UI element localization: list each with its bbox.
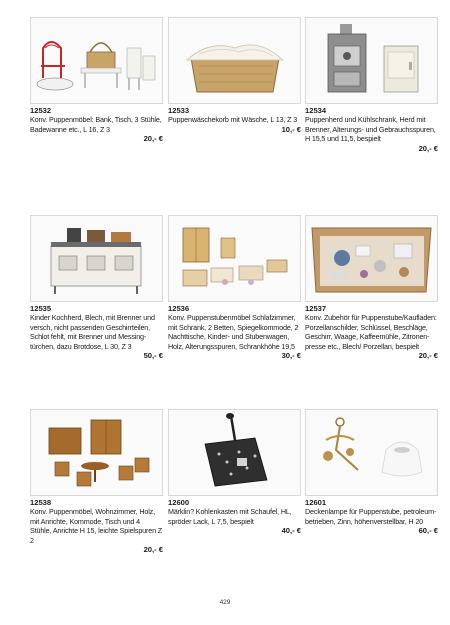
- lot-photo-laundry-basket: [168, 17, 301, 104]
- lot-number: 12601: [305, 498, 327, 507]
- lot-description: Konv. Puppenmöbel: Bank, Tisch, 3 Stühle, Badewanne etc., L 16, Z 3: [30, 115, 162, 134]
- lot-description: Konv. Puppenmöbel, Wohnzimmer, Holz, mit Anrichte, Kommode, Tisch und 4 Stühle, Anrichte H 15, leichte Spielspuren Z 2: [30, 507, 163, 545]
- lot-number: 12600: [168, 498, 190, 507]
- lot-number: 12533: [168, 106, 190, 115]
- lot-description: Konv. Zubehör für Puppenstube/Kaufladen: Porzellanschilder, Schlüssel, Beschläge, Geschirr, Waage, Kaffeemühle, Zitronen-presse etc., Blech/ Porzellan, bespielt: [305, 313, 437, 351]
- lot-photo-kitchen-stove: [30, 215, 163, 302]
- page-number: 429: [219, 599, 231, 606]
- lot-description: Märklin? Kohlenkasten mit Schaufel, HL, spröder Lack, L 7,5, bespielt: [168, 507, 292, 526]
- lot-photo-ceiling-lamp: [305, 409, 438, 496]
- lot-number: 12532: [30, 106, 52, 115]
- lot-price: 20,- €: [143, 134, 163, 144]
- lot-photo-bedroom-furniture: [168, 215, 301, 302]
- lot-photo-doll-furniture: [30, 17, 163, 104]
- lot-price: 10,- €: [281, 124, 301, 134]
- lot-description: Puppenherd und Kühlschrank, Herd mit Brenner, Alterungs- und Gebrauchsspuren, H 15,5 und 11,5, bespielt: [305, 115, 436, 144]
- lot-photo-shop-accessories: [305, 215, 438, 302]
- lot-number: 12537: [305, 304, 327, 313]
- lot-number: 12535: [30, 304, 52, 313]
- lot-description: Puppenwäschekorb mit Wäsche, L 13, Z 3: [168, 115, 298, 124]
- lot-description: Konv. Puppenstubenmöbel Schlafzimmer, mit Schrank, 2 Betten, Spiegelkommode, 2 Nachttische, Kinder- und Stubenwagen, Holz, Alterungsspuren, Schrankhöhe 19,5: [168, 313, 299, 351]
- lot-price: 20,- €: [418, 143, 438, 153]
- lot-price: 40,- €: [281, 526, 301, 536]
- lot-photo-stove-fridge: [305, 17, 438, 104]
- lot-price: 60,- €: [418, 526, 438, 536]
- lot-number: 12536: [168, 304, 190, 313]
- lot-photo-coal-box: [168, 409, 301, 496]
- lot-price: 50,- €: [143, 351, 163, 361]
- lot-price: 20,- €: [418, 351, 438, 361]
- lot-description: Deckenlampe für Puppenstube, petroleum-betrieben, Zinn, höhenverstellbar, H 20: [305, 507, 437, 526]
- lot-number: 12538: [30, 498, 52, 507]
- lot-description: Kinder Kochherd, Blech, mit Brenner und versch, nicht passenden Geschirrteilen, Schlot fehlt, mit Brenner und Messing-türchen, dazu Brotdose, L 30, Z 3: [30, 313, 155, 351]
- lot-price: 20,- €: [143, 545, 163, 555]
- lot-price: 30,- €: [281, 351, 301, 361]
- lot-photo-living-room: [30, 409, 163, 496]
- lot-number: 12534: [305, 106, 327, 115]
